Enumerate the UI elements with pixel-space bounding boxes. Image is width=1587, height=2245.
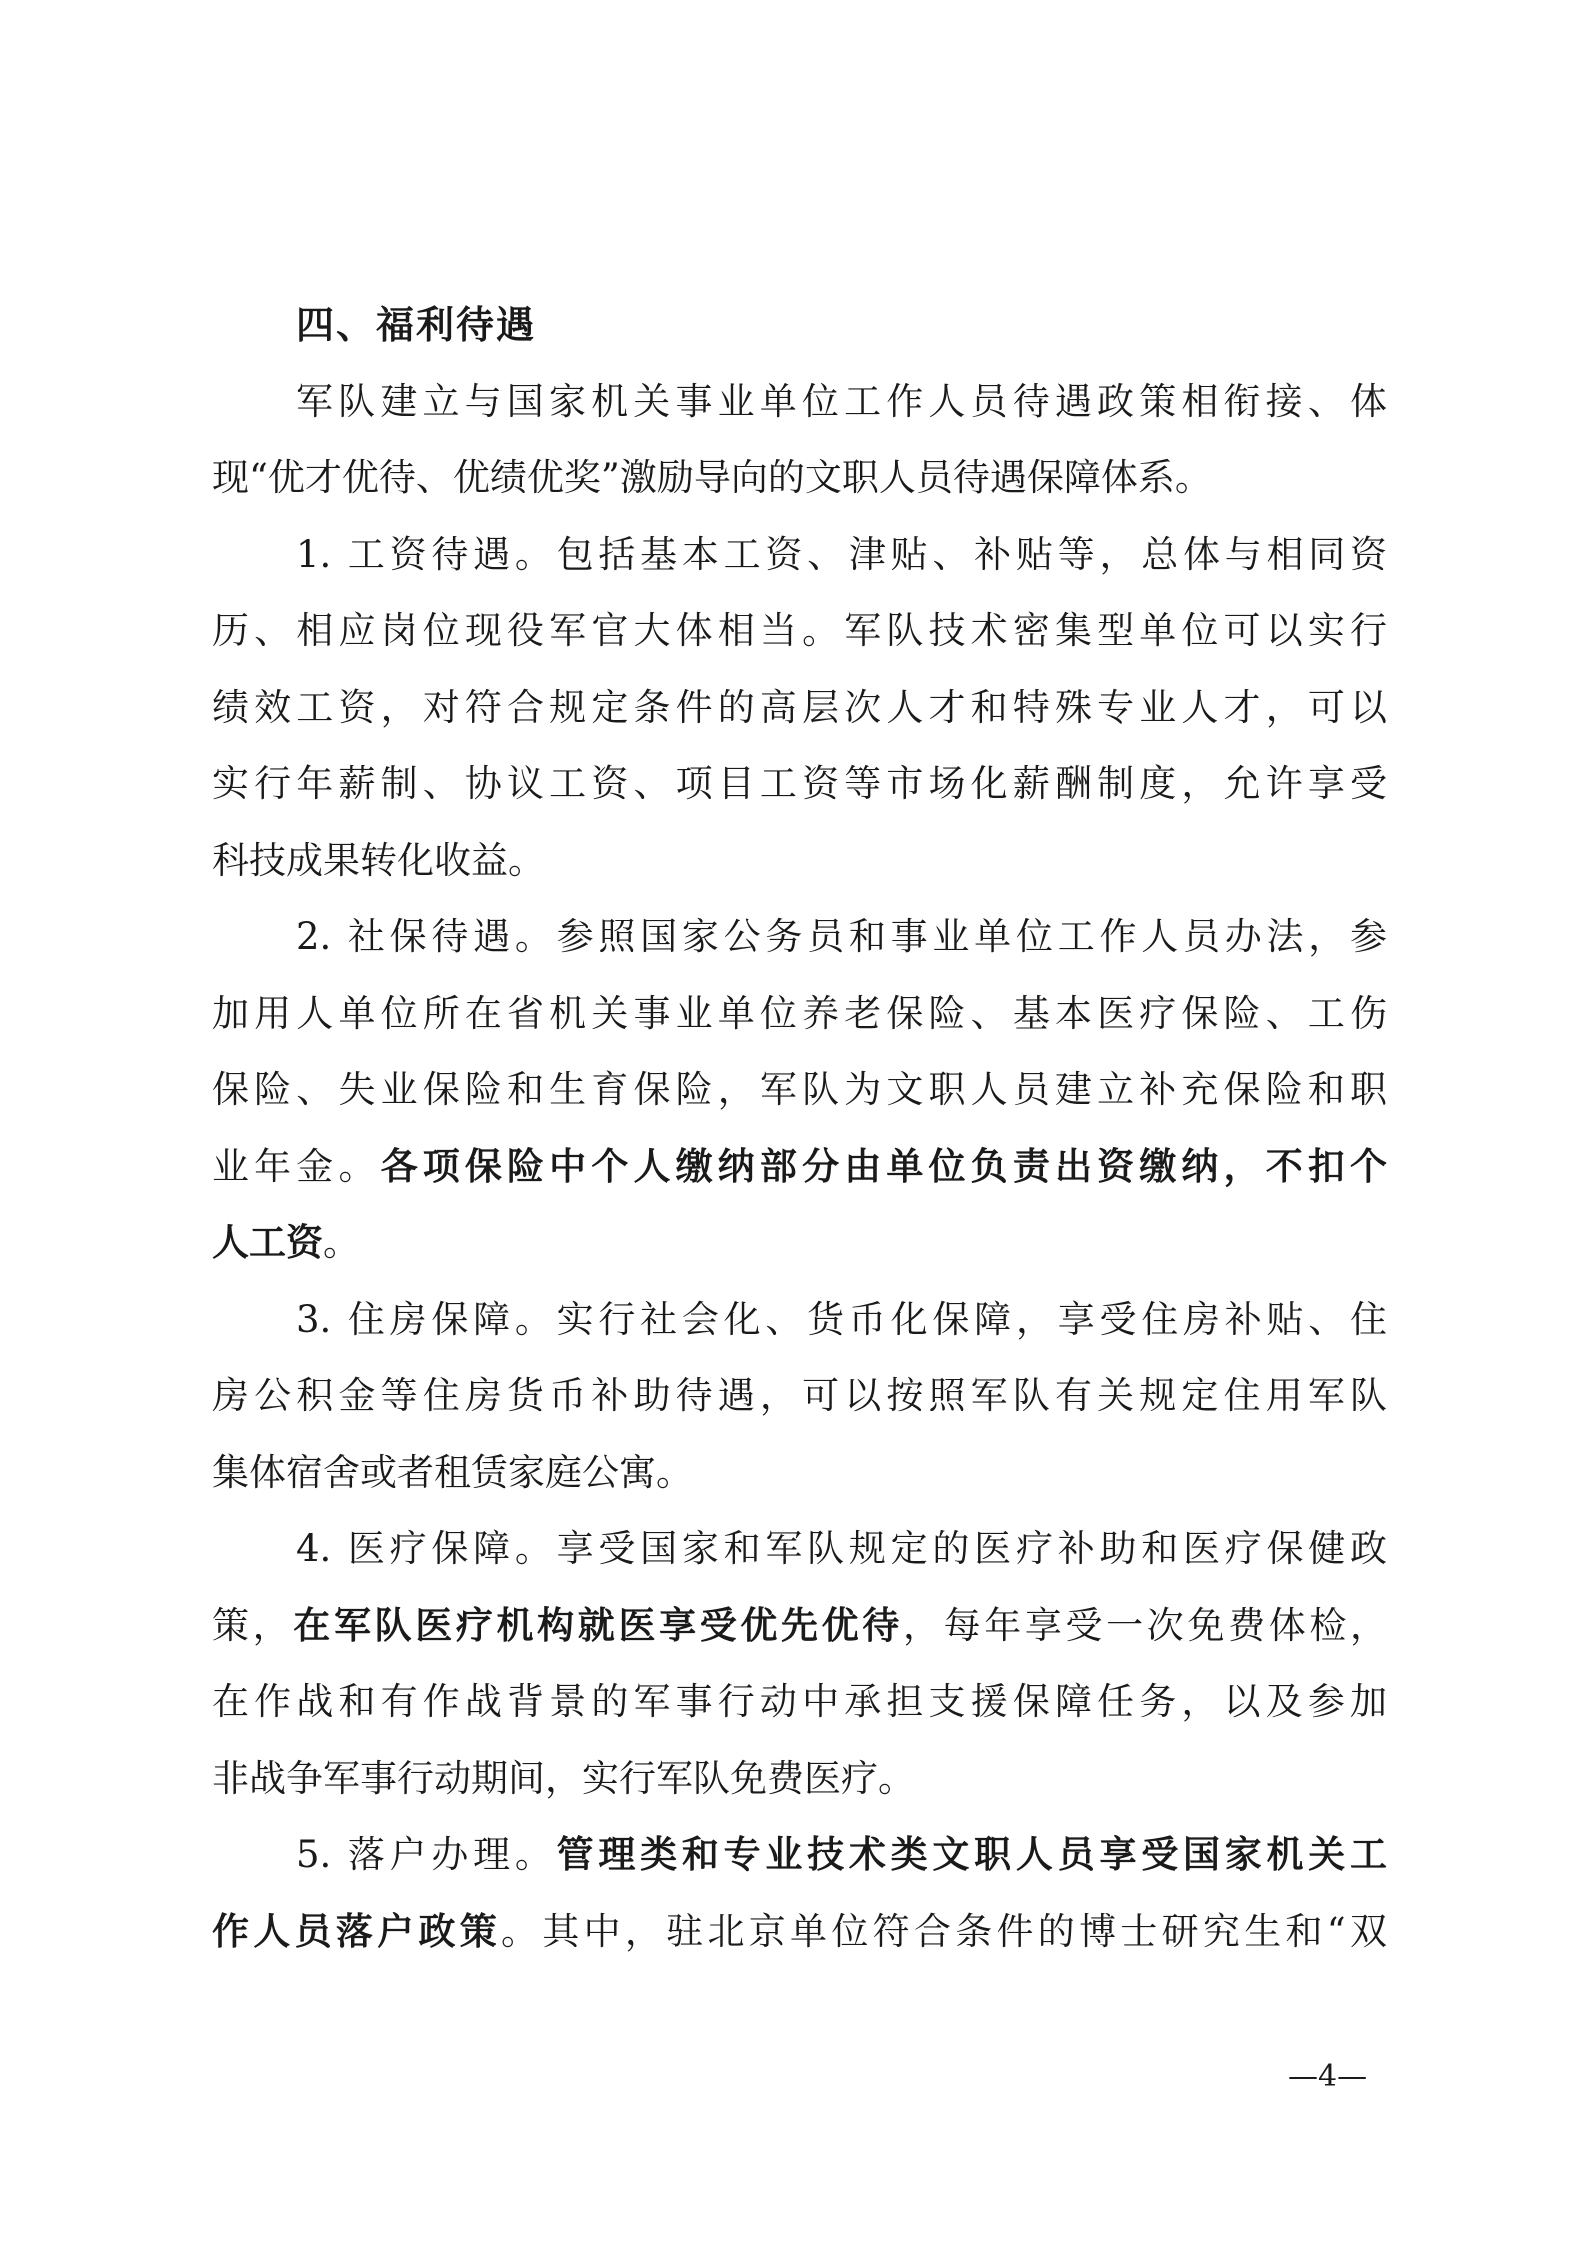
social-line-4 — [212, 1142, 1387, 1192]
hukou-emphasis-2: 作人员落户政策 — [212, 1910, 502, 1953]
medical-line-4: 非战争军事行动期间，实行军队免费医疗。 — [212, 1757, 915, 1800]
salary-line-4: 实行年薪制、协议工资、项目工资等市场化薪酬制度，允许享受 — [212, 762, 1387, 805]
medical-line-2-start: 策， — [212, 1604, 294, 1647]
salary-line-3: 绩效工资，对符合规定条件的高层次人才和特殊专业人才，可以 — [212, 686, 1387, 729]
social-line-5 — [212, 1218, 1387, 1268]
social-emphasis-2: 人工资 — [212, 1221, 323, 1264]
housing-line-3: 集体宿舍或者租赁家庭公寓。 — [212, 1451, 693, 1494]
social-line-3: 保险、失业保险和生育保险，军队为文职人员建立补充保险和职 — [212, 1068, 1387, 1111]
salary-line-1: 1. 工资待遇。包括基本工资、津贴、补贴等，总体与相同资 — [296, 533, 1387, 576]
intro-line-2: 现“优才优待、优绩优奖”激励导向的文职人员待遇保障体系。 — [212, 456, 1212, 499]
hukou-line-1 — [296, 1830, 1387, 1880]
page-number: —4— — [1288, 2059, 1368, 2094]
medical-line-3: 在作战和有作战背景的军事行动中承担支援保障任务，以及参加 — [212, 1680, 1387, 1723]
social-line-1: 2. 社保待遇。参照国家公务员和事业单位工作人员办法，参 — [296, 915, 1387, 958]
intro-line-1: 军队建立与国家机关事业单位工作人员待遇政策相衔接、体 — [296, 380, 1387, 423]
social-line-5-end: 。 — [323, 1221, 360, 1264]
medical-line-1: 4. 医疗保障。享受国家和军队规定的医疗补助和医疗保健政 — [296, 1527, 1387, 1570]
medical-line-2 — [212, 1601, 1387, 1651]
hukou-line-2 — [212, 1907, 1387, 1957]
housing-line-1: 3. 住房保障。实行社会化、货币化保障，享受住房补贴、住 — [296, 1298, 1387, 1341]
hukou-emphasis-1: 管理类和专业技术类文职人员享受国家机关工 — [556, 1833, 1387, 1876]
salary-line-2: 历、相应岗位现役军官大体相当。军队技术密集型单位可以实行 — [212, 609, 1387, 652]
social-line-4-plain: 业年金。 — [212, 1145, 381, 1188]
section-heading: 四、福利待遇 — [296, 303, 537, 347]
social-emphasis-1: 各项保险中个人缴纳部分由单位负责出资缴纳，不扣个 — [380, 1145, 1387, 1188]
hukou-label: 5. 落户办理。 — [296, 1833, 557, 1876]
medical-line-2-end: ，每年享受一次免费体检， — [902, 1604, 1388, 1647]
housing-line-2: 房公积金等住房货币补助待遇，可以按照军队有关规定住用军队 — [212, 1374, 1387, 1417]
salary-line-5: 科技成果转化收益。 — [212, 839, 545, 882]
medical-emphasis: 在军队医疗机构就医享受优先优待 — [293, 1604, 903, 1647]
social-line-2: 加用人单位所在省机关事业单位养老保险、基本医疗保险、工伤 — [212, 992, 1387, 1035]
hukou-line-2-end: 。其中，驻北京单位符合条件的博士研究生和“双 — [501, 1910, 1388, 1953]
